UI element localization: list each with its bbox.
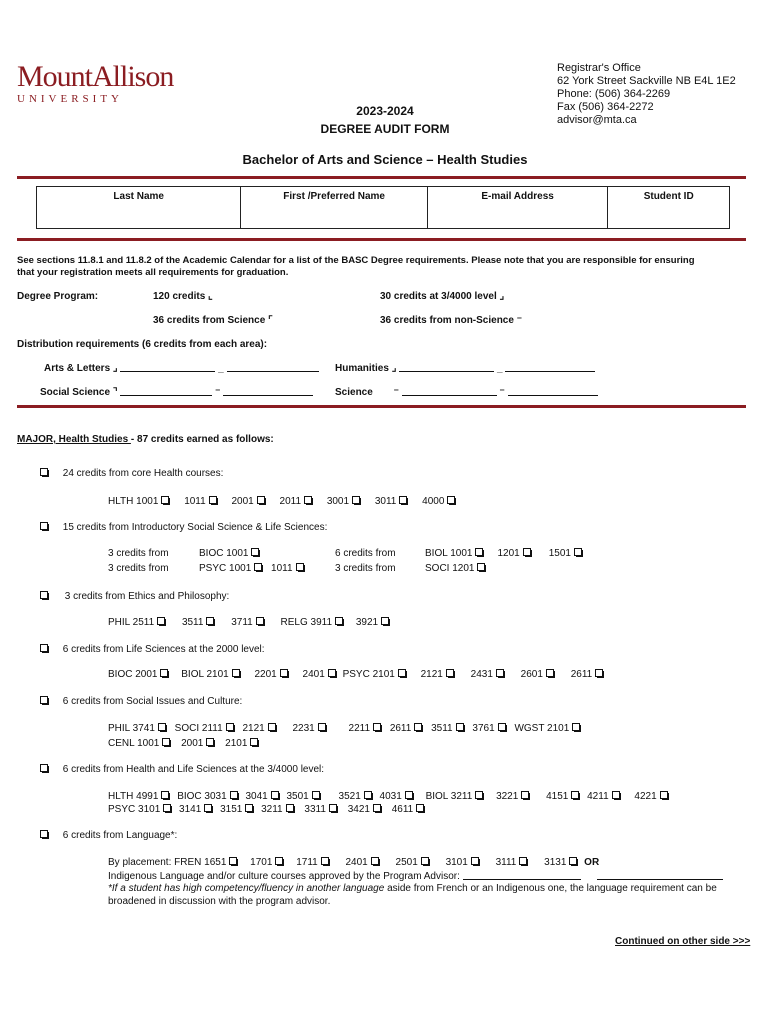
course-code: 3151 <box>220 804 243 815</box>
office-line: Fax (506) 364-2272 <box>557 101 654 113</box>
course-checkbox[interactable] <box>519 857 527 865</box>
course-code: HLTH 4991 <box>108 791 159 802</box>
humanities-blank-2[interactable] <box>505 362 595 372</box>
course-code: 2011 <box>279 496 302 507</box>
course-code: PSYC 2101 <box>342 669 395 680</box>
course-checkbox[interactable] <box>318 723 326 731</box>
indigenous-blank-1[interactable] <box>463 870 581 880</box>
req6-item <box>40 764 324 775</box>
course-checkbox[interactable] <box>280 669 288 677</box>
course-code: 3511 <box>431 723 453 734</box>
credits-120-text: 120 credits <box>153 291 206 302</box>
course-code: 3421 <box>347 804 370 815</box>
divider <box>17 176 746 179</box>
req2-a2: 3 credits from <box>108 563 169 574</box>
req7-placement <box>108 857 599 868</box>
course-checkbox[interactable] <box>660 791 668 799</box>
course-code: BIOL 1001 <box>425 548 473 559</box>
course-checkbox[interactable] <box>160 669 168 677</box>
req7-text: 6 credits from Language*: <box>62 830 178 841</box>
req5-item <box>40 696 242 707</box>
course <box>184 496 217 507</box>
course-checkbox[interactable] <box>477 563 485 571</box>
degree-program-label: Degree Program: <box>17 291 99 302</box>
course-code: 1011 <box>271 563 293 574</box>
tick-mark-icon: ⁻ <box>499 387 505 398</box>
course-checkbox[interactable] <box>161 496 169 504</box>
major-name: MAJOR, Health Studies <box>17 434 131 445</box>
course-checkbox[interactable] <box>446 669 454 677</box>
course-code: BIOC 3031 <box>177 791 227 802</box>
notice-line1: See sections 11.8.1 and 11.8.2 of the Academic Calendar for a list of the BASC Degree requirements. Please note that you are responsible for ensuring <box>17 255 695 266</box>
req7-checkbox[interactable] <box>40 830 48 838</box>
social-blank-1[interactable] <box>120 386 212 396</box>
course-checkbox[interactable] <box>546 669 554 677</box>
placement-label: By placement: FREN 1651 <box>108 857 227 868</box>
major-heading <box>17 434 274 445</box>
req7-note <box>108 883 717 894</box>
req2-b2 <box>199 563 304 574</box>
first-name-label: First /Preferred Name <box>283 191 385 202</box>
credits-30-upper <box>380 291 504 302</box>
course-code: 2001 <box>231 496 254 507</box>
req7-item <box>40 830 177 841</box>
course-code: 4031 <box>379 791 402 802</box>
course-checkbox[interactable] <box>498 723 506 731</box>
req5-row1 <box>108 723 580 734</box>
course-code: 2231 <box>292 723 315 734</box>
course-checkbox[interactable] <box>158 723 166 731</box>
continued-link[interactable]: Continued on other side >>> <box>615 936 751 947</box>
course-checkbox[interactable] <box>204 804 212 812</box>
req7-indigenous <box>108 870 723 882</box>
req2-c1: 6 credits from <box>335 548 396 559</box>
course-code: 2611 <box>570 669 593 680</box>
course-code: 3001 <box>326 496 350 507</box>
course-code: 3521 <box>338 791 361 802</box>
course-code: BIOC 1001 <box>199 548 249 559</box>
notice-line2: that your registration meets all requirements for graduation. <box>17 267 289 278</box>
course-code: 2501 <box>395 857 418 868</box>
course-code: HLTH 1001 <box>108 496 159 507</box>
tick-mark-icon: ⁻ <box>215 387 221 398</box>
req7-note-line2: broadened in discussion with the program advisor. <box>108 896 331 907</box>
course-code: 2611 <box>389 723 412 734</box>
course-checkbox[interactable] <box>416 804 424 812</box>
course-checkbox[interactable] <box>256 617 264 625</box>
email-field[interactable] <box>428 187 608 228</box>
course-code: 2121 <box>242 723 265 734</box>
course-code: 3311 <box>304 804 326 815</box>
course-checkbox[interactable] <box>229 857 237 865</box>
arts-blank-1[interactable] <box>120 362 215 372</box>
course <box>375 496 408 507</box>
tick-mark-icon: ⁻ <box>516 315 522 326</box>
course-code: 4000 <box>422 496 445 507</box>
req2-item <box>40 522 327 533</box>
course-code: PSYC 3101 <box>108 804 161 815</box>
req5-row2 <box>108 738 258 749</box>
course-checkbox[interactable] <box>381 617 389 625</box>
course-code: 1011 <box>184 496 206 507</box>
university-logo: MountAllison <box>17 60 174 93</box>
course-checkbox[interactable] <box>399 496 407 504</box>
course-checkbox[interactable] <box>414 723 422 731</box>
form-title: DEGREE AUDIT FORM <box>320 122 450 136</box>
arts-letters-row <box>44 362 319 374</box>
student-id-label: Student ID <box>643 191 694 202</box>
course-code: BIOC 2001 <box>108 669 158 680</box>
credits-36-science <box>153 315 273 326</box>
note-italic: *If a student has high competency/fluency in another language <box>108 883 385 894</box>
tick-mark-icon: ⌟ <box>112 363 118 374</box>
course-checkbox[interactable] <box>475 548 483 556</box>
course-checkbox[interactable] <box>296 563 304 571</box>
course-checkbox[interactable] <box>405 791 413 799</box>
course-checkbox[interactable] <box>286 804 294 812</box>
req6-row1 <box>108 791 668 802</box>
student-id-field[interactable] <box>608 187 729 228</box>
course-checkbox[interactable] <box>206 617 214 625</box>
tick-mark-icon: ⌟ <box>499 291 505 302</box>
course-checkbox[interactable] <box>232 669 240 677</box>
nonscience-36-text: 36 credits from non-Science <box>380 315 514 326</box>
course-checkbox[interactable] <box>471 857 479 865</box>
university-logo-subtitle: UNIVERSITY <box>17 93 123 105</box>
humanities-label: Humanities <box>335 363 389 374</box>
course-checkbox[interactable] <box>254 563 262 571</box>
course-checkbox[interactable] <box>162 738 170 746</box>
science-row <box>335 386 598 398</box>
course-code: WGST 2101 <box>514 723 570 734</box>
student-info-box <box>36 186 730 229</box>
course-checkbox[interactable] <box>329 804 337 812</box>
course-code: 3041 <box>245 791 268 802</box>
req2-c2: 3 credits from <box>335 563 396 574</box>
course-checkbox[interactable] <box>521 791 529 799</box>
distribution-heading: Distribution requirements (6 credits from each area): <box>17 339 268 350</box>
req3-checkbox[interactable] <box>40 591 48 599</box>
humanities-row <box>335 362 595 374</box>
divider <box>17 405 746 408</box>
course-code: 1501 <box>548 548 571 559</box>
course-checkbox[interactable] <box>304 496 312 504</box>
arts-letters-label: Arts & Letters <box>44 363 111 374</box>
course-code: 2211 <box>348 723 371 734</box>
social-blank-2[interactable] <box>223 386 313 396</box>
divider <box>17 238 746 241</box>
course-checkbox[interactable] <box>321 857 329 865</box>
course-code: 3101 <box>445 857 468 868</box>
course-code: 4211 <box>587 791 609 802</box>
course-checkbox[interactable] <box>226 723 234 731</box>
course-checkbox[interactable] <box>230 791 238 799</box>
course-checkbox[interactable] <box>496 669 504 677</box>
course-code: CENL 1001 <box>108 738 160 749</box>
tick-mark-icon: _ <box>218 363 224 374</box>
course-checkbox[interactable] <box>475 791 483 799</box>
req2-text: 15 credits from Introductory Social Science & Life Sciences: <box>62 522 328 533</box>
course-code: 2431 <box>470 669 493 680</box>
course-checkbox[interactable] <box>612 791 620 799</box>
course <box>327 496 360 507</box>
req4-item <box>40 644 265 655</box>
req4-checkbox[interactable] <box>40 644 48 652</box>
course-code: 3111 <box>495 857 517 868</box>
req4-courses <box>108 669 603 680</box>
science-blank-1[interactable] <box>402 386 497 396</box>
course-checkbox[interactable] <box>157 617 165 625</box>
course-checkbox[interactable] <box>275 857 283 865</box>
course-code: 3921 <box>355 617 379 628</box>
course-checkbox[interactable] <box>572 723 580 731</box>
course-code: RELG 3911 <box>280 617 333 628</box>
social-science-row <box>40 386 313 398</box>
course-checkbox[interactable] <box>373 723 381 731</box>
credits-120 <box>153 291 213 302</box>
course-code: 2101 <box>225 738 248 749</box>
credits-36-nonscience <box>380 315 522 326</box>
course-checkbox[interactable] <box>398 669 406 677</box>
course-code: 2121 <box>420 669 443 680</box>
course-code: SOCI 1201 <box>425 563 475 574</box>
course-checkbox[interactable] <box>161 791 169 799</box>
course-checkbox[interactable] <box>312 791 320 799</box>
last-name-field[interactable] <box>37 187 241 228</box>
course-checkbox[interactable] <box>456 723 464 731</box>
course-code: 4221 <box>634 791 657 802</box>
course-checkbox[interactable] <box>569 857 577 865</box>
req2-a1: 3 credits from <box>108 548 169 559</box>
course-code: 3761 <box>472 723 495 734</box>
course-code: 2001 <box>181 738 204 749</box>
req1-text: 24 credits from core Health courses: <box>62 468 224 479</box>
email-label: E-mail Address <box>481 191 554 202</box>
req2-d2 <box>425 563 485 574</box>
tick-mark-icon: ⁻ <box>393 387 399 398</box>
course-checkbox[interactable] <box>571 791 579 799</box>
tick-mark-icon: ⌜ <box>268 315 273 326</box>
course-checkbox[interactable] <box>421 857 429 865</box>
course-checkbox[interactable] <box>335 617 343 625</box>
course-code: BIOL 2101 <box>181 669 229 680</box>
humanities-blank-1[interactable] <box>399 362 494 372</box>
course-checkbox[interactable] <box>250 738 258 746</box>
course-checkbox[interactable] <box>523 548 531 556</box>
req2-b1 <box>199 548 259 559</box>
course-checkbox[interactable] <box>245 804 253 812</box>
course-checkbox[interactable] <box>595 669 603 677</box>
course-code: 3501 <box>286 791 309 802</box>
first-name-field[interactable] <box>241 187 427 228</box>
course-checkbox[interactable] <box>328 669 336 677</box>
course-checkbox[interactable] <box>371 857 379 865</box>
or-label: OR <box>584 857 600 868</box>
course-code: PSYC 1001 <box>199 563 252 574</box>
req1-checkbox[interactable] <box>40 468 48 476</box>
req1-courses <box>108 496 455 507</box>
credits-30-text: 30 credits at 3/4000 level <box>380 291 497 302</box>
course-code: 2401 <box>345 857 368 868</box>
tick-mark-icon: ⌞ <box>208 291 213 302</box>
req5-checkbox[interactable] <box>40 696 48 704</box>
course-checkbox[interactable] <box>364 791 372 799</box>
req2-d1 <box>425 548 582 559</box>
req6-row2 <box>108 804 424 815</box>
course-checkbox[interactable] <box>271 791 279 799</box>
req6-checkbox[interactable] <box>40 764 48 772</box>
office-address <box>557 62 736 127</box>
req2-checkbox[interactable] <box>40 522 48 530</box>
course <box>231 496 264 507</box>
indigenous-blank-2[interactable] <box>597 870 723 880</box>
course-checkbox[interactable] <box>574 548 582 556</box>
course-checkbox[interactable] <box>209 496 217 504</box>
tick-mark-icon: ⌝ <box>112 387 118 398</box>
program-title: Bachelor of Arts and Science – Health Studies <box>242 152 528 167</box>
office-line: 62 York Street Sackville NB E4L 1E2 <box>557 75 736 87</box>
course-code: 3011 <box>374 496 397 507</box>
office-email: advisor@mta.ca <box>557 114 637 126</box>
course-code: 2401 <box>302 669 325 680</box>
req3-text: 3 credits from Ethics and Philosophy: <box>64 591 230 602</box>
course-code: 1701 <box>250 857 273 868</box>
form-year: 2023-2024 <box>356 104 414 118</box>
course-checkbox[interactable] <box>251 548 259 556</box>
office-line: Registrar's Office <box>557 62 641 74</box>
req5-text: 6 credits from Social Issues and Culture: <box>62 696 243 707</box>
note-rest: aside from French or an Indigenous one, the language requirement can be <box>384 883 717 894</box>
tick-mark-icon: _ <box>496 363 503 374</box>
course-code: 2201 <box>254 669 277 680</box>
course-code: 3211 <box>261 804 283 815</box>
course-checkbox[interactable] <box>373 804 381 812</box>
course-code: 3511 <box>181 617 204 628</box>
course-code: PHIL 3741 <box>108 723 155 734</box>
req1-item <box>40 468 223 479</box>
course-checkbox[interactable] <box>257 496 265 504</box>
indigenous-label: Indigenous Language and/or culture courses approved by the Program Advisor: <box>108 871 460 882</box>
course-code: 1201 <box>497 548 520 559</box>
req6-text: 6 credits from Health and Life Sciences at the 3/4000 level: <box>62 764 325 775</box>
major-credits: - 87 credits earned as follows: <box>130 434 274 445</box>
science-label: Science <box>335 387 373 398</box>
course-code: 2601 <box>520 669 543 680</box>
course-code: 3221 <box>496 791 519 802</box>
tick-mark-icon: ⌟ <box>391 363 397 374</box>
course-code: 3141 <box>179 804 202 815</box>
last-name-label: Last Name <box>113 191 164 202</box>
course-code: 1711 <box>296 857 318 868</box>
course-code: BIOL 3211 <box>425 791 473 802</box>
course <box>108 496 169 507</box>
course-checkbox[interactable] <box>268 723 276 731</box>
course-code: 4611 <box>391 804 414 815</box>
req3-item <box>40 591 229 602</box>
social-science-label: Social Science <box>40 387 111 398</box>
course-checkbox[interactable] <box>352 496 360 504</box>
course-checkbox[interactable] <box>206 738 214 746</box>
office-line: Phone: (506) 364-2269 <box>557 88 671 100</box>
req3-courses <box>108 617 389 628</box>
course-code: 4151 <box>546 791 569 802</box>
course-code: 3711 <box>231 617 253 628</box>
course-checkbox[interactable] <box>163 804 171 812</box>
course <box>280 496 313 507</box>
arts-blank-2[interactable] <box>227 362 319 372</box>
course-code: SOCI 2111 <box>174 723 223 734</box>
science-blank-2[interactable] <box>508 386 598 396</box>
course-code: PHIL 2511 <box>108 617 155 628</box>
course-code: 3131 <box>544 857 567 868</box>
req4-text: 6 credits from Life Sciences at the 2000 level: <box>62 644 265 655</box>
course <box>422 496 455 507</box>
science-36-text: 36 credits from Science <box>153 315 266 326</box>
course-checkbox[interactable] <box>447 496 455 504</box>
